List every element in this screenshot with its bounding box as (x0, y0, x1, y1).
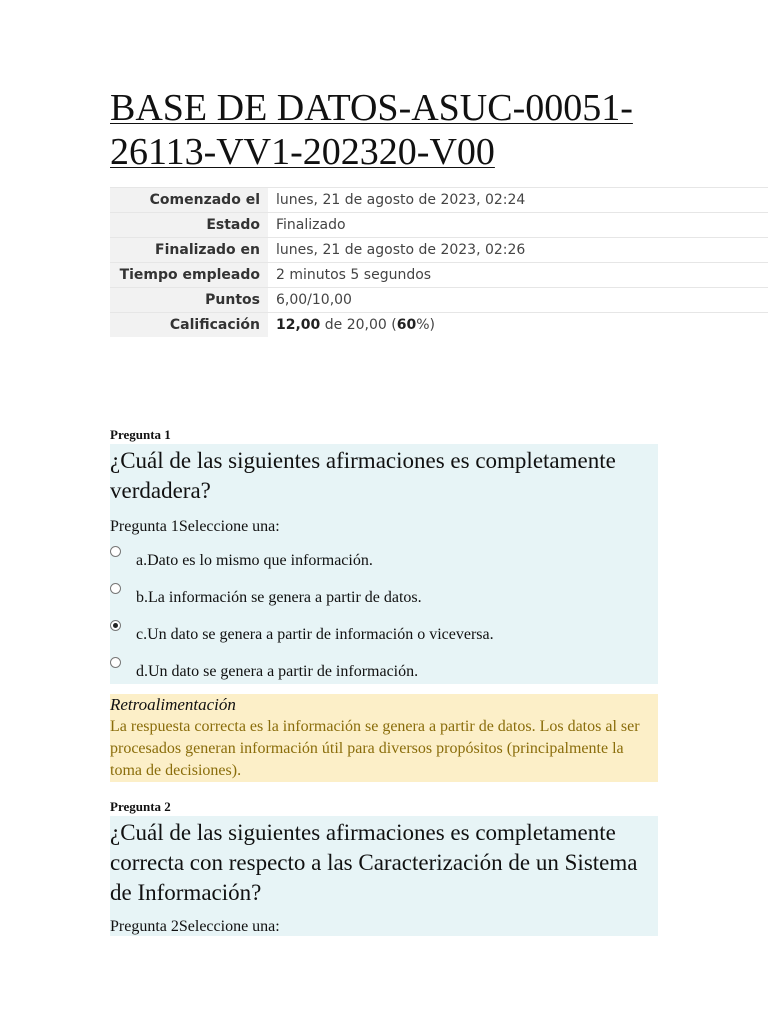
summary-row-started (110, 188, 768, 213)
summary-row-state (110, 213, 768, 238)
question-2-instruction: Pregunta 2Seleccione una: (110, 918, 280, 935)
feedback-heading: Retroalimentación (110, 695, 236, 714)
option-c[interactable] (110, 616, 658, 653)
grade-percent: 60 (396, 317, 417, 333)
option-c-label: c.Un dato se genera a partir de información o viceversa. (136, 626, 494, 643)
summary-row-time (110, 263, 768, 288)
radio-button-b[interactable] (110, 583, 121, 594)
radio-button-c-selected[interactable] (110, 620, 121, 631)
option-a[interactable] (110, 542, 658, 579)
question-2-box (110, 816, 658, 936)
summary-row-finished (110, 238, 768, 263)
grade-score: 12,00 (276, 317, 321, 333)
started-value: lunes, 21 de agosto de 2023, 02:24 (268, 188, 768, 213)
points-label: Puntos (110, 288, 268, 313)
summary-row-grade (110, 313, 768, 338)
time-value: 2 minutos 5 segundos (268, 263, 768, 288)
summary-row-points (110, 288, 768, 313)
question-2-label: Pregunta 2 (110, 799, 171, 814)
time-label: Tiempo empleado (110, 263, 268, 288)
option-a-label: a.Dato es lo mismo que información. (136, 552, 373, 569)
grade-close: %) (416, 317, 435, 333)
feedback-box (110, 694, 658, 782)
finished-label: Finalizado en (110, 238, 268, 263)
option-b[interactable] (110, 579, 658, 616)
radio-button-a[interactable] (110, 546, 121, 557)
state-label: Estado (110, 213, 268, 238)
attempt-summary-table (110, 187, 768, 337)
question-1-instruction: Pregunta 1Seleccione una: (110, 518, 280, 535)
grade-label: Calificación (110, 313, 268, 338)
option-d[interactable] (110, 653, 658, 690)
points-value: 6,00/10,00 (268, 288, 768, 313)
option-b-label: b.La información se genera a partir de datos. (136, 589, 422, 606)
feedback-text: La respuesta correcta es la información se genera a partir de datos. Los datos al ser procesados generan información útil para diversos propósitos (principalmente la toma de decisiones). (110, 718, 640, 779)
state-value: Finalizado (268, 213, 768, 238)
finished-value: lunes, 21 de agosto de 2023, 02:26 (268, 238, 768, 263)
option-d-label: d.Un dato se genera a partir de información. (136, 663, 419, 680)
question-2-text: ¿Cuál de las siguientes afirmaciones es completamente correcta con respecto a las Caracterización de un Sistema de Información? (110, 820, 638, 905)
started-label: Comenzado el (110, 188, 268, 213)
question-1-label: Pregunta 1 (110, 427, 171, 442)
radio-button-d[interactable] (110, 657, 121, 668)
question-1-text: ¿Cuál de las siguientes afirmaciones es completamente verdadera? (110, 448, 616, 503)
page-title: BASE DE DATOS-ASUC-00051-26113-VV1-202320-V00 (110, 87, 633, 173)
question-1-options (110, 542, 658, 690)
grade-max: de 20,00 ( (320, 317, 397, 333)
question-1-box (110, 444, 658, 684)
grade-value (268, 313, 768, 338)
